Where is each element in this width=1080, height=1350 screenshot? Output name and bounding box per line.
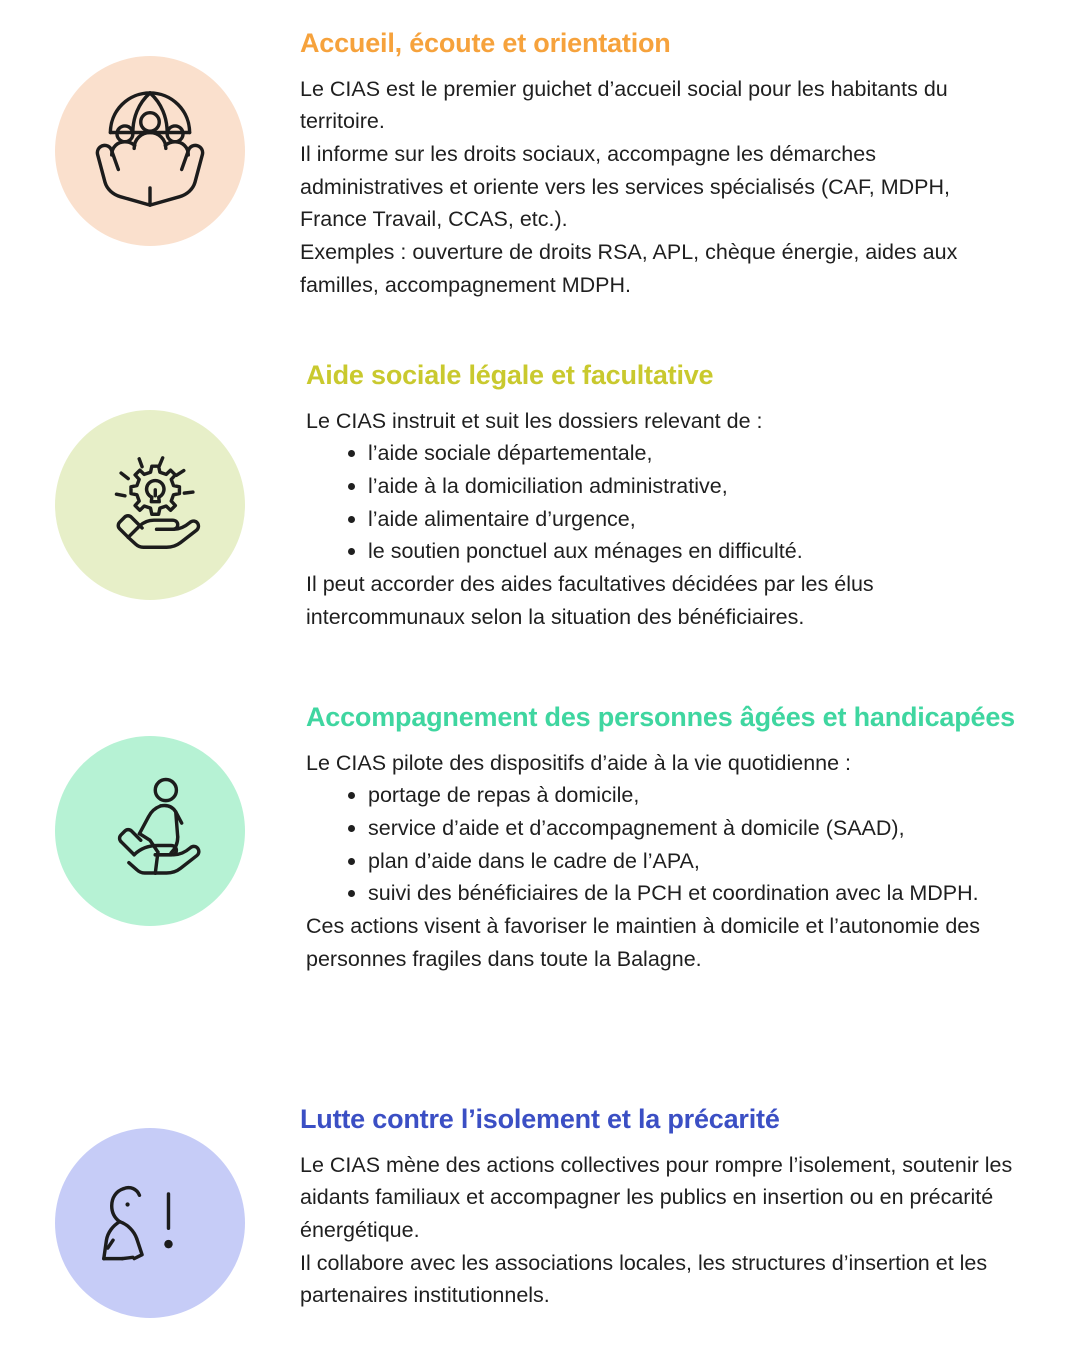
list-item: service d’aide et d’accompagnement à domicile (SAAD), bbox=[346, 812, 1020, 845]
section-bullet-list bbox=[306, 437, 1020, 568]
hand-supporting-elderly-person-icon bbox=[55, 736, 245, 926]
text-column bbox=[300, 700, 1080, 975]
list-item: l’aide alimentaire d’urgence, bbox=[346, 503, 1020, 536]
section-paragraph-1: Le CIAS mène des actions collectives pour rompre l’isolement, soutenir les aidants familiaux et accompagner les publics en insertion ou en précarité énergétique. bbox=[300, 1152, 1013, 1242]
section-accueil bbox=[0, 18, 1080, 301]
section-heading: Accompagnement des personnes âgées et handicapées bbox=[306, 702, 1015, 732]
section-paragraph-3: Exemples : ouverture de droits RSA, APL, chèque énergie, aides aux familles, accompagnement MDPH. bbox=[300, 239, 958, 297]
section-intro: Le CIAS instruit et suit les dossiers relevant de : bbox=[306, 408, 763, 433]
icon-column bbox=[0, 18, 300, 246]
list-item: suivi des bénéficiaires de la PCH et coordination avec la MDPH. bbox=[346, 877, 1020, 910]
section-aide-sociale bbox=[0, 358, 1080, 633]
section-paragraph-2: Il collabore avec les associations locales, les structures d’insertion et les partenaires institutionnels. bbox=[300, 1250, 988, 1308]
text-column bbox=[300, 18, 1080, 301]
text-column bbox=[300, 1102, 1080, 1312]
list-item: l’aide à la domiciliation administrative, bbox=[346, 470, 1020, 503]
list-item: l’aide sociale départementale, bbox=[346, 437, 1020, 470]
section-bullet-list bbox=[306, 779, 1020, 910]
section-intro: Le CIAS pilote des dispositifs d’aide à la vie quotidienne : bbox=[306, 750, 852, 775]
section-heading: Lutte contre l’isolement et la précarité bbox=[300, 1104, 780, 1134]
list-item: plan d’aide dans le cadre de l’APA, bbox=[346, 845, 1020, 878]
list-item: le soutien ponctuel aux ménages en difficulté. bbox=[346, 535, 1020, 568]
section-outro: Ces actions visent à favoriser le maintien à domicile et l’autonomie des personnes fragiles dans toute la Balagne. bbox=[306, 913, 980, 971]
text-column bbox=[300, 358, 1080, 633]
hand-holding-gear-idea-icon bbox=[55, 410, 245, 600]
section-lutte-isolement bbox=[0, 1102, 1080, 1318]
section-outro: Il peut accorder des aides facultatives décidées par les élus intercommunaux selon la situation des bénéficiaires. bbox=[306, 571, 874, 629]
isolated-person-exclamation-icon bbox=[55, 1128, 245, 1318]
section-paragraph-2: Il informe sur les droits sociaux, accompagne les démarches administratives et oriente vers les services spécialisés (CAF, MDPH, France Travail, CCAS, etc.). bbox=[300, 141, 950, 232]
icon-column bbox=[0, 1102, 300, 1318]
icon-column bbox=[0, 700, 300, 926]
icon-column bbox=[0, 358, 300, 600]
section-heading: Accueil, écoute et orientation bbox=[300, 28, 671, 58]
section-paragraph-1: Le CIAS est le premier guichet d’accueil social pour les habitants du territoire. bbox=[300, 76, 948, 134]
hands-holding-people-icon bbox=[55, 56, 245, 246]
section-accompagnement bbox=[0, 700, 1080, 975]
section-heading: Aide sociale légale et facultative bbox=[306, 360, 714, 390]
list-item: portage de repas à domicile, bbox=[346, 779, 1020, 812]
